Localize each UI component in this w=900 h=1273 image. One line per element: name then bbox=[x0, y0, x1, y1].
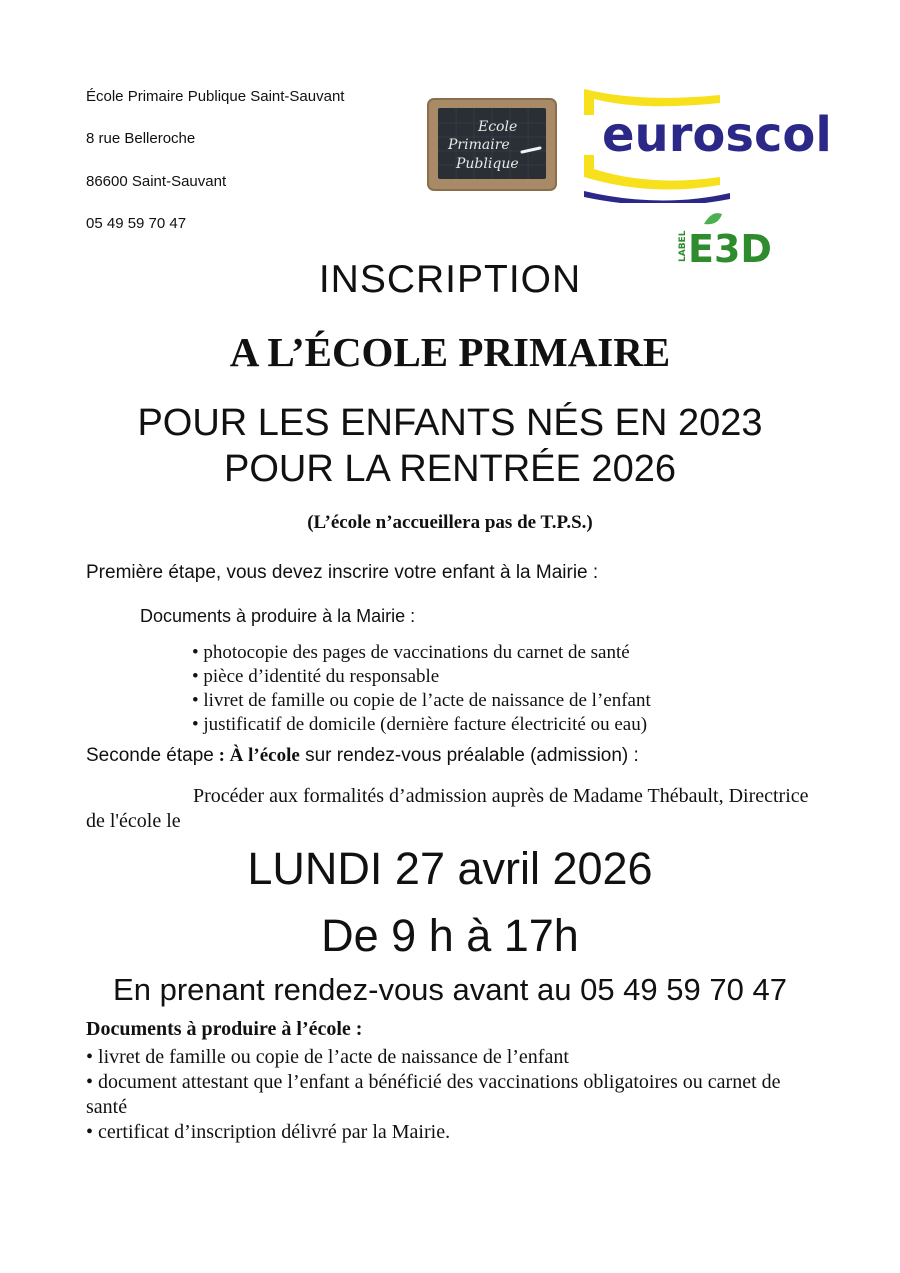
school-city: 86600 Saint-Sauvant bbox=[86, 173, 227, 190]
chalkboard-line-1: Ecole bbox=[478, 119, 518, 135]
euroscol-logo bbox=[580, 85, 842, 203]
title-enfants bbox=[0, 400, 900, 492]
chalkboard-line-3: Publique bbox=[456, 156, 519, 172]
school-name: École Primaire Publique Saint-Sauvant bbox=[86, 88, 345, 105]
school-phone: 05 49 59 70 47 bbox=[86, 215, 187, 232]
title-inscription: INSCRIPTION bbox=[318, 258, 582, 301]
step2-suffix: sur rendez-vous préalable (admission) : bbox=[299, 745, 639, 766]
e3d-text: E3D bbox=[688, 227, 772, 268]
list-item: • photocopie des pages de vaccinations du carnet de santé bbox=[192, 642, 630, 663]
procedure-text: Procéder aux formalités d’admission auprès de Madame Thébault, Directrice de l'école le bbox=[86, 785, 809, 832]
step2-text bbox=[86, 745, 639, 767]
appointment-hours: De 9 h à 17h bbox=[321, 910, 579, 961]
mairie-docs-heading: Documents à produire à la Mairie : bbox=[140, 606, 416, 626]
title-rentree-line: POUR LA RENTRÉE 2026 bbox=[224, 448, 676, 490]
tps-note: (L’école n’accueillera pas de T.P.S.) bbox=[307, 512, 593, 533]
list-item: • pièce d’identité du responsable bbox=[192, 666, 440, 687]
list-item: • livret de famille ou copie de l’acte de naissance de l’enfant bbox=[86, 1046, 569, 1068]
mairie-docs-list bbox=[192, 641, 651, 737]
chalkboard-line-2: Primaire bbox=[448, 137, 510, 153]
step2-prefix: Seconde étape bbox=[86, 745, 214, 766]
list-item: • certificat d’inscription délivré par la Mairie. bbox=[86, 1121, 451, 1143]
list-item: • document attestant que l’enfant a bénéficié des vaccinations obligatoires ou carnet de santé bbox=[86, 1071, 781, 1118]
title-ecole-primaire: A L’ÉCOLE PRIMAIRE bbox=[229, 329, 671, 375]
label-small-text: LABEL bbox=[678, 230, 688, 262]
list-item: • justificatif de domicile (dernière facture électricité ou eau) bbox=[192, 714, 648, 735]
leaf-icon bbox=[704, 213, 722, 224]
step2-bold: : À l’école bbox=[213, 745, 300, 766]
euroscol-wordmark: euroscol bbox=[602, 107, 832, 163]
appointment-call: En prenant rendez-vous avant au 05 49 59 70 47 bbox=[113, 972, 787, 1007]
school-docs-list bbox=[86, 1045, 806, 1145]
chalkboard-logo bbox=[426, 97, 558, 192]
school-docs-heading: Documents à produire à l’école : bbox=[86, 1018, 363, 1040]
school-street: 8 rue Belleroche bbox=[86, 130, 196, 147]
step1-text: Première étape, vous devez inscrire votre enfant à la Mairie : bbox=[86, 562, 599, 583]
title-enfants-line: POUR LES ENFANTS NÉS EN 2023 bbox=[137, 402, 763, 444]
appointment-date: LUNDI 27 avril 2026 bbox=[247, 843, 653, 894]
list-item: • livret de famille ou copie de l’acte de naissance de l’enfant bbox=[192, 690, 651, 711]
